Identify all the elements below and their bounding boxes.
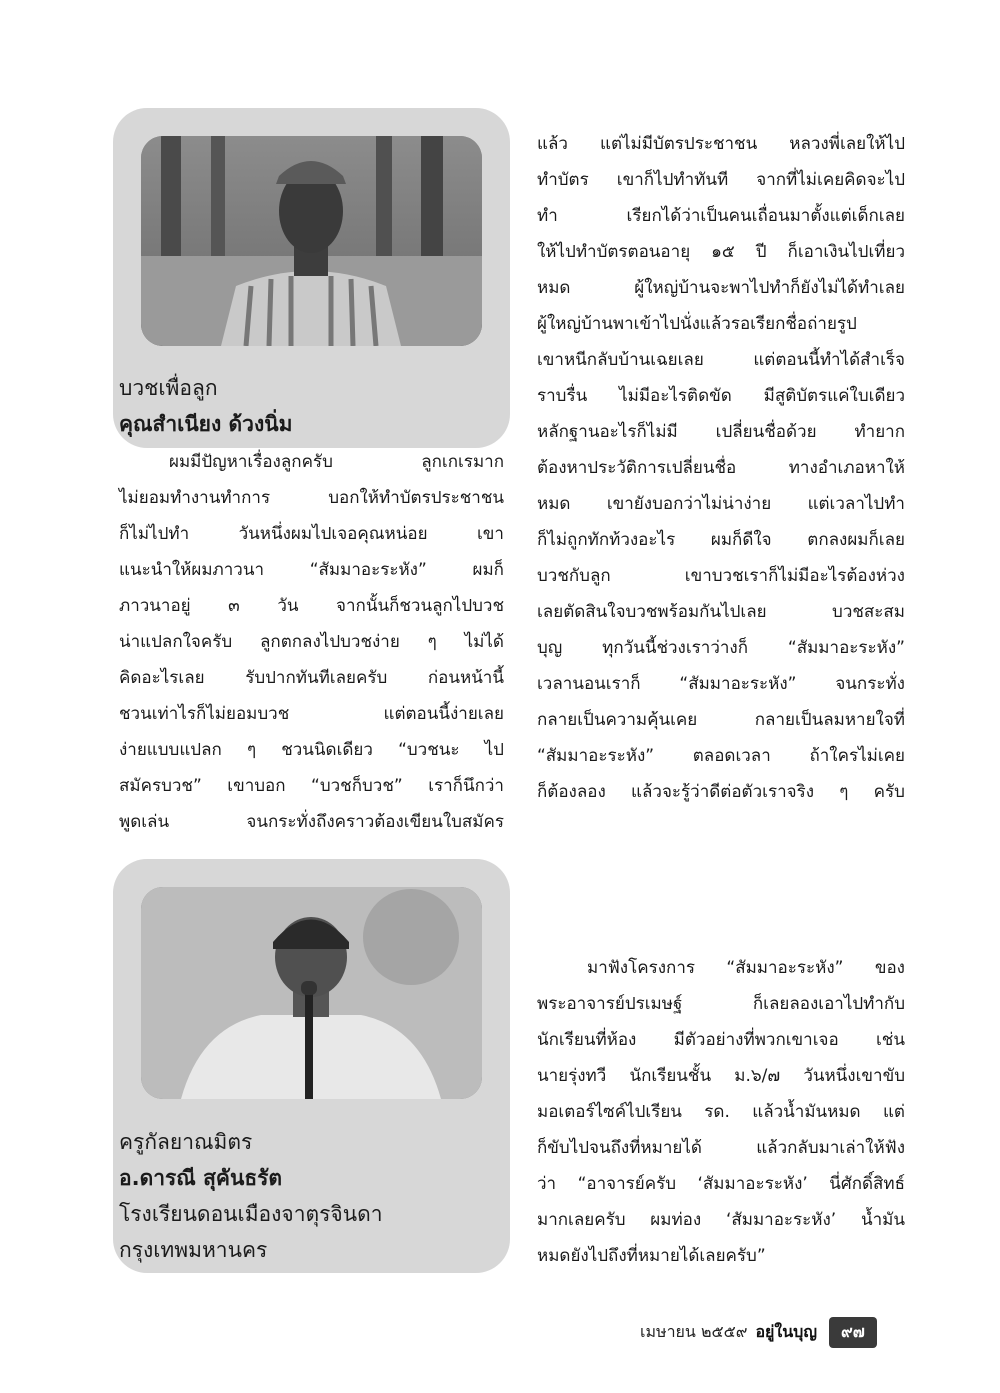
page-footer: [640, 1316, 877, 1348]
story-1-text: [119, 444, 504, 840]
text-line: แล้ว แต่ไม่มีบัตรประชาชน หลวงพี่เลยให้ไป: [537, 134, 905, 154]
page-number: ๙๗: [829, 1317, 877, 1348]
text-line: ก็ต้องลอง แล้วจะรู้ว่าดีต่อตัวเราจริง ๆ ครับ: [537, 782, 905, 802]
text-line: ไม่ยอมทำงานทำการ บอกให้ทำบัตรประชาชน: [119, 488, 504, 508]
text-line: คิดอะไรเลย รับปากทันทีเลยครับ ก่อนหน้านี้: [119, 668, 504, 688]
text-line: บุญ ทุกวันนี้ช่วงเราว่างก็ “สัมมาอะระหัง”: [537, 638, 905, 658]
profile-caption-1: [119, 370, 292, 442]
profile-title-2: ครูกัลยาณมิตร: [119, 1130, 253, 1154]
text-line: หมดยังไปถึงที่หมายได้เลยครับ”: [537, 1246, 766, 1266]
profile-name-1: คุณสำเนียง ด้วงนิ่ม: [119, 412, 293, 436]
story-1-continued-text: [537, 126, 905, 810]
text-line: ง่ายแบบแปลก ๆ ชวนนิดเดียว “บวชนะ ไป: [119, 740, 504, 760]
text-line: ราบรื่น ไม่มีอะไรติดขัด มีสูติบัตรแค่ใบเดียว: [537, 386, 905, 406]
text-line: ชวนเท่าไรก็ไม่ยอมบวช แต่ตอนนี้ง่ายเลย: [119, 704, 504, 724]
text-line: ภาวนาอยู่ ๓ วัน จากนั้นก็ชวนลูกไปบวช: [119, 596, 504, 616]
text-line: นายรุ่งทวี นักเรียนชั้น ม.๖/๗ วันหนึ่งเขาขับ: [537, 1066, 905, 1086]
text-line: เขาหนีกลับบ้านเฉยเลย แต่ตอนนี้ทำได้สำเร็จ: [537, 350, 905, 370]
text-line: บวชกับลูก เขาบวชเราก็ไม่มีอะไรต้องห่วง: [537, 566, 905, 586]
text-line: ก็ไม่ถูกทักท้วงอะไร ผมก็ดีใจ ตกลงผมก็เลย: [537, 530, 905, 550]
text-line: ต้องหาประวัติการเปลี่ยนชื่อ ทางอำเภอหาให้: [537, 458, 905, 478]
text-line: หมด เขายังบอกว่าไม่น่าง่าย แต่เวลาไปทำ: [537, 494, 905, 514]
profile-title-1: บวชเพื่อลูก: [119, 376, 218, 400]
text-line: กลายเป็นความคุ้นเคย กลายเป็นลมหายใจที่: [537, 710, 905, 730]
text-line: มอเตอร์ไซค์ไปเรียน รด. แล้วน้ำมันหมด แต่: [537, 1102, 905, 1122]
profile-school-2: โรงเรียนดอนเมืองจาตุรจินดา: [119, 1202, 383, 1226]
profile-name-2: อ.ดารณี สุคันธรัต: [119, 1166, 283, 1190]
text-line: หมด ผู้ใหญ่บ้านจะพาไปทำก็ยังไม่ได้ทำเลย: [537, 278, 905, 298]
text-line: หลักฐานอะไรก็ไม่มี เปลี่ยนชื่อด้วย ทำยาก: [537, 422, 905, 442]
text-line: นักเรียนที่ห้อง มีตัวอย่างที่พวกเขาเจอ เช่น: [537, 1030, 905, 1050]
profile-photo-1: [141, 136, 482, 346]
text-line: ผมมีปัญหาเรื่องลูกครับ ลูกเกเรมาก: [169, 452, 504, 472]
text-line: ว่า “อาจารย์ครับ ‘สัมมาอะระหัง’ นี่ศักดิ์สิทธ์: [537, 1174, 905, 1194]
text-line: แนะนำให้ผมภาวนา “สัมมาอะระหัง” ผมก็: [119, 560, 504, 580]
text-line: พูดเล่น จนกระทั่งถึงคราวต้องเขียนใบสมัคร: [119, 812, 504, 832]
text-line: ทำ เรียกได้ว่าเป็นคนเถื่อนมาตั้งแต่เด็กเลย: [537, 206, 905, 226]
text-line: มาฟังโครงการ “สัมมาอะระหัง” ของ: [587, 958, 905, 978]
footer-magazine-name: อยู่ในบุญ: [755, 1321, 817, 1341]
text-line: สมัครบวช” เขาบอก “บวชก็บวช” เราก็นึกว่า: [119, 776, 504, 796]
text-line: ทำบัตร เขาก็ไปทำทันที จากที่ไม่เคยคิดจะไป: [537, 170, 905, 190]
text-line: น่าแปลกใจครับ ลูกตกลงไปบวชง่าย ๆ ไม่ได้: [119, 632, 504, 652]
text-line: เลยตัดสินใจบวชพร้อมกันไปเลย บวชสะสม: [537, 602, 905, 622]
text-line: “สัมมาอะระหัง” ตลอดเวลา ถ้าใครไม่เคย: [537, 746, 905, 766]
text-line: ให้ไปทำบัตรตอนอายุ ๑๕ ปี ก็เอาเงินไปเที่ยว: [537, 242, 905, 262]
profile-photo-2: [141, 887, 482, 1099]
footer-month: เมษายน ๒๕๕๙: [640, 1321, 748, 1341]
text-line: พระอาจารย์ปรเมษฐ์ ก็เลยลองเอาไปทำกับ: [537, 994, 905, 1014]
profile-caption-2: [119, 1124, 383, 1268]
text-line: มากเลยครับ ผมท่อง ‘สัมมาอะระหัง’ น้ำมัน: [537, 1210, 905, 1230]
text-line: ก็ไม่ไปทำ วันหนึ่งผมไปเจอคุณหน่อย เขา: [119, 524, 504, 544]
story-2-text: [537, 950, 905, 1274]
text-line: ผู้ใหญ่บ้านพาเข้าไปนั่งแล้วรอเรียกชื่อถ่ายรูป: [537, 314, 857, 334]
profile-city-2: กรุงเทพมหานคร: [119, 1238, 268, 1262]
text-line: ก็ขับไปจนถึงที่หมายได้ แล้วกลับมาเล่าให้ฟัง: [537, 1138, 905, 1158]
text-line: เวลานอนเราก็ “สัมมาอะระหัง” จนกระทั่ง: [537, 674, 905, 694]
